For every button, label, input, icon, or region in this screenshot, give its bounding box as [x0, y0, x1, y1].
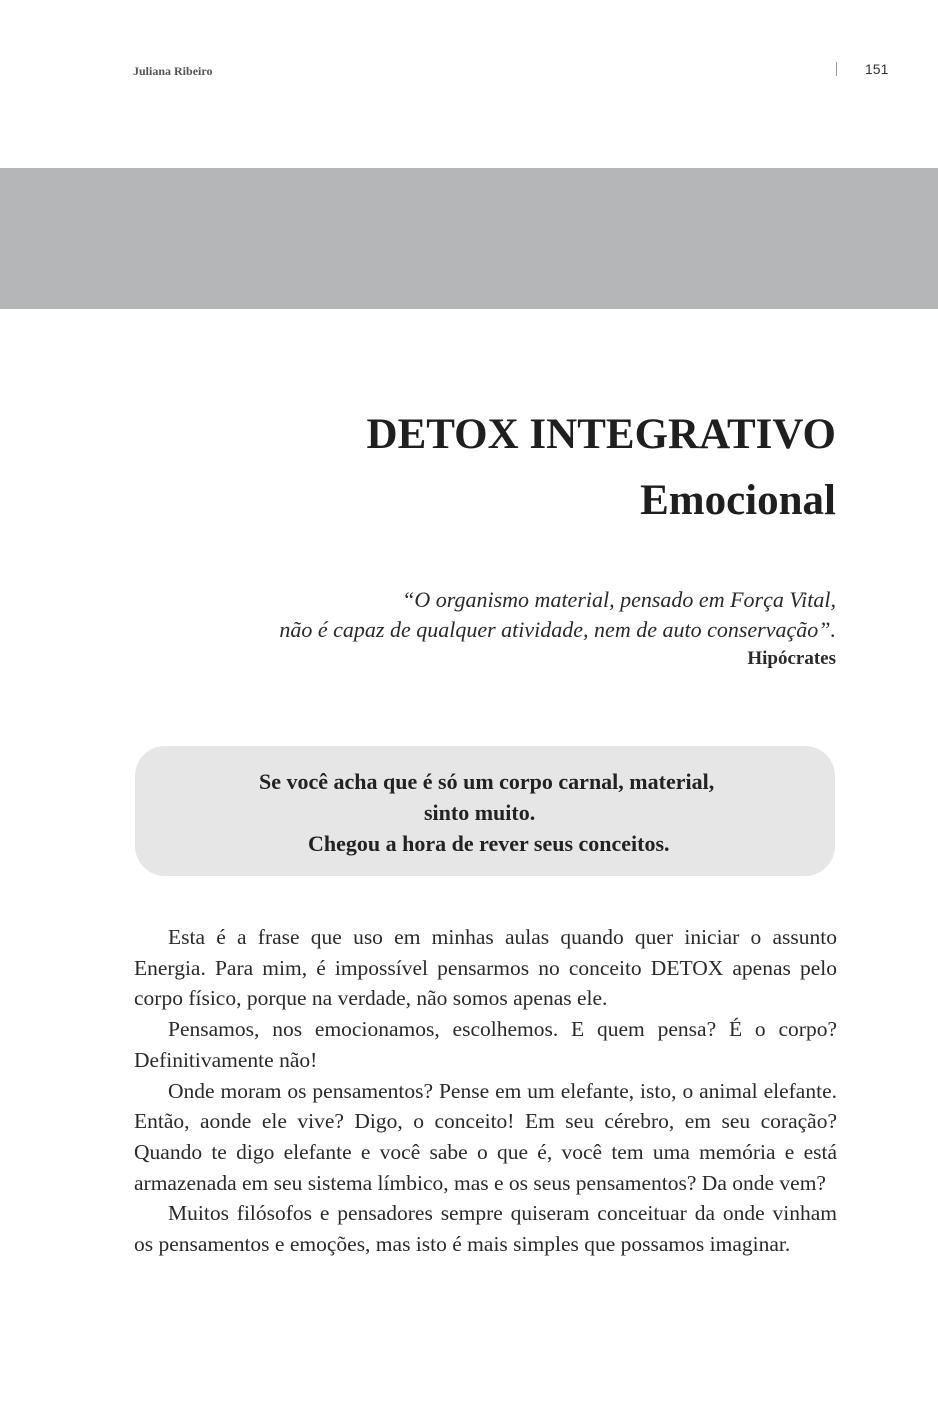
paragraph: Onde moram os pensamentos? Pense em um elefante, isto, o animal elefante. Então, aonde ele vive? Digo, o conceito! Em seu cérebro, em seu coração? Quando te digo elefante e você sabe o que é, você tem uma memória e está armazenada em seu sistema límbico, mas e os seus pensamentos? Da onde vem?: [134, 1078, 837, 1195]
paragraph: Pensamos, nos emocionamos, escolhemos. E quem pensa? É o corpo? Definitivamente não!: [134, 1017, 837, 1072]
chapter-subtitle: Emocional: [640, 477, 836, 524]
running-head: Juliana Ribeiro: [133, 64, 213, 78]
paragraph: Esta é a frase que uso em minhas aulas quando quer iniciar o assunto Energia. Para mim, é impossível pensarmos no conceito DETOX apenas pelo corpo físico, porque na verdade, não somos apenas ele.: [134, 925, 837, 1011]
chapter-banner: [0, 168, 938, 309]
body-text: [134, 922, 837, 1260]
page-number: 151: [865, 61, 889, 77]
chapter-title: DETOX INTEGRATIVO: [366, 411, 836, 458]
callout-line: Se você acha que é só um corpo carnal, material,: [259, 769, 715, 794]
paragraph: Muitos filósofos e pensadores sempre quiseram conceituar da onde vinham os pensamentos e emoções, mas isto é mais simples que possamos imaginar.: [134, 1201, 837, 1257]
header-divider: [836, 62, 837, 76]
callout-line: sinto muito.: [424, 800, 536, 825]
epigraph: [186, 585, 836, 673]
epigraph-author: Hipócrates: [747, 648, 836, 669]
callout-line: Chegou a hora de rever seus conceitos.: [308, 831, 670, 856]
callout-box: [135, 746, 835, 876]
epigraph-line: não é capaz de qualquer atividade, nem de auto conservação”.: [279, 617, 836, 642]
epigraph-line: “O organismo material, pensado em Força Vital,: [402, 587, 836, 612]
